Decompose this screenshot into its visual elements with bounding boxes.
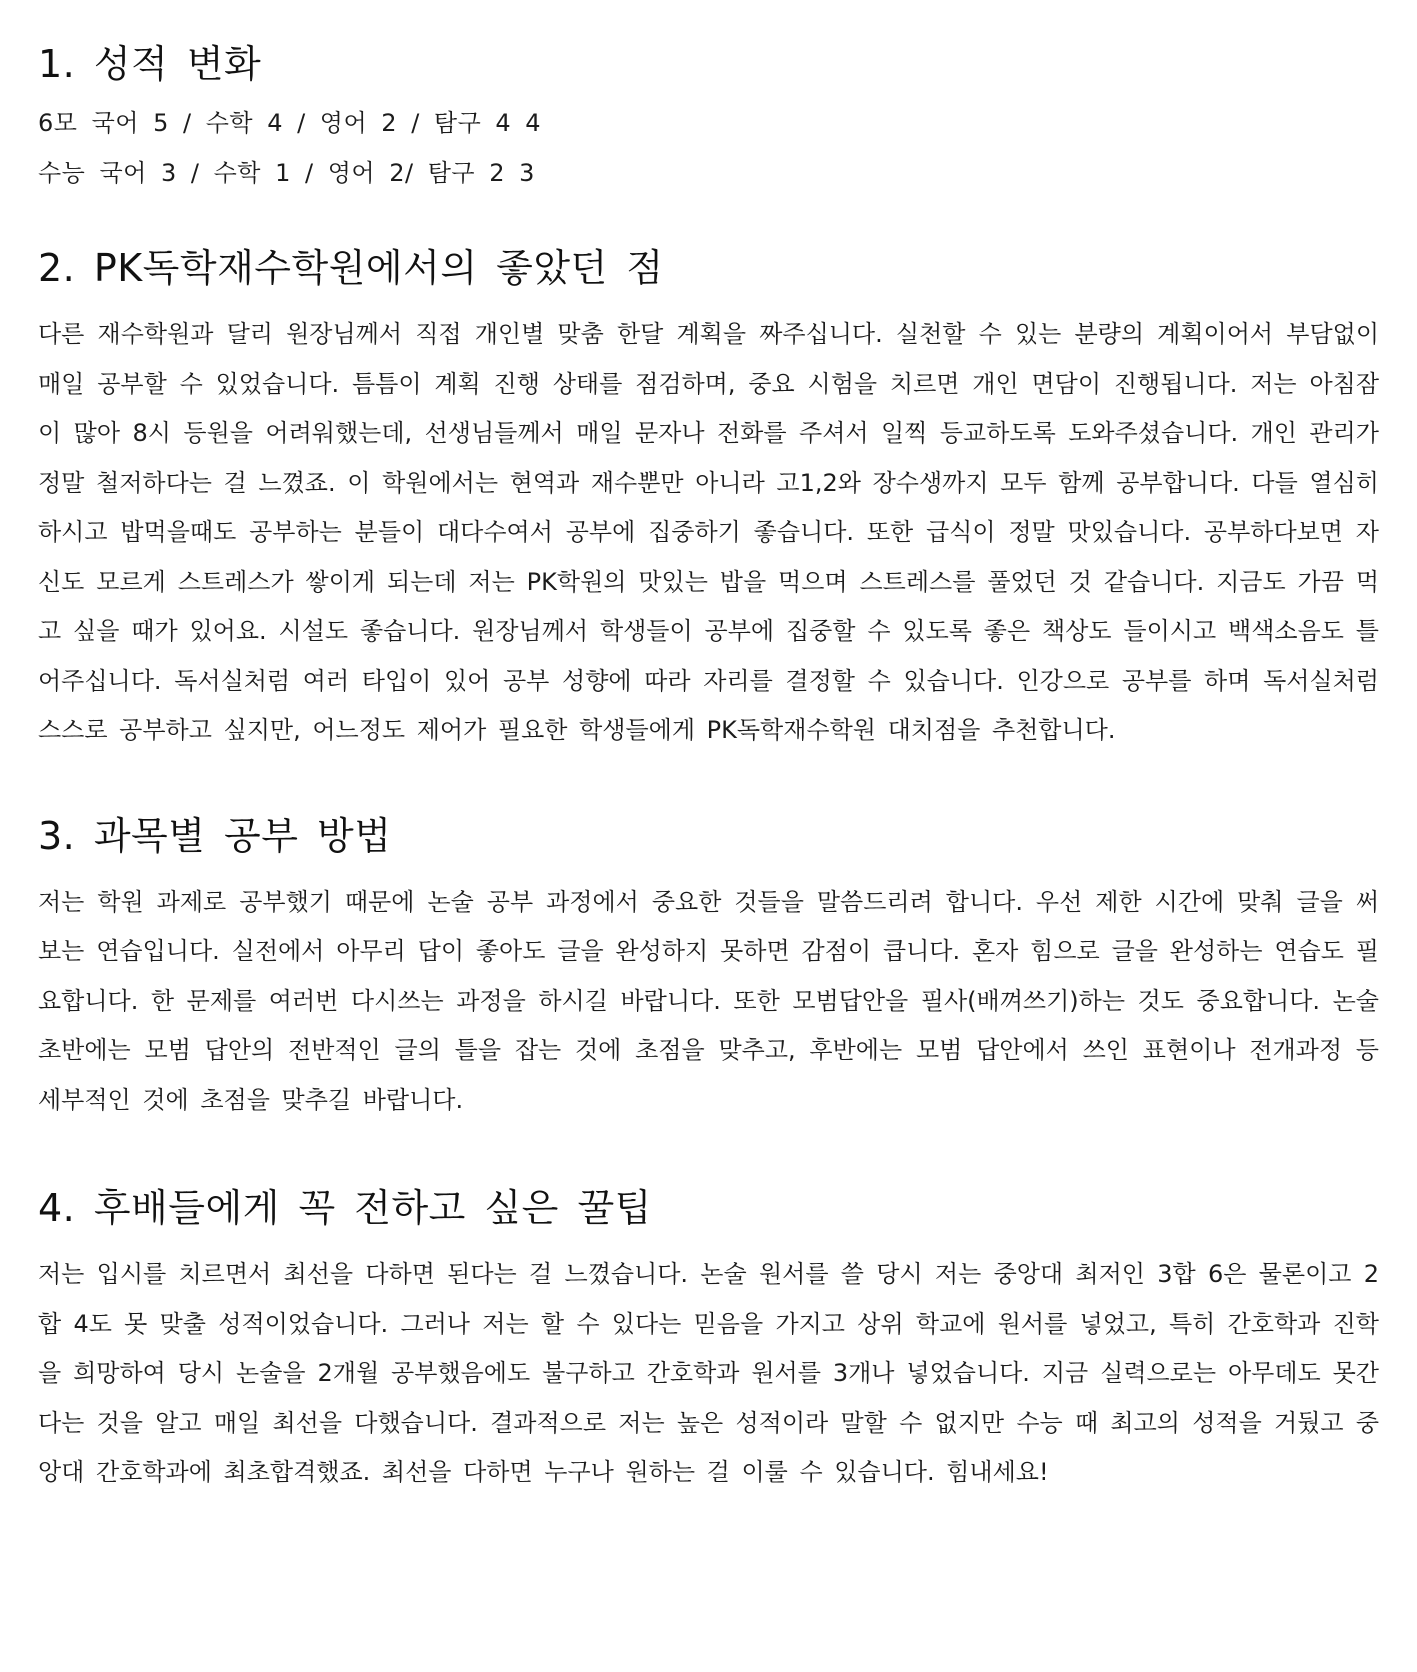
section-heading-academy-merits: 2. PK독학재수학원에서의 좋았던 점 [38,246,664,290]
score-line-csat: 수능 국어 3 / 수학 1 / 영어 2/ 탐구 2 3 [38,159,535,187]
section-study-method [38,808,1379,1126]
section-score-change [38,36,1379,198]
section-heading-study-method: 3. 과목별 공부 방법 [38,813,392,858]
section-heading-tips: 4. 후배들에게 꼭 전하고 싶은 꿀팁 [38,1186,652,1230]
section-body-tips: 저는 입시를 치르면서 최선을 다하면 된다는 걸 느꼈습니다. 논술 원서를 쓸 당시 저는 중앙대 최저인 3합 6은 물론이고 2합 4도 못 맞출 성적이었습니다. 그러나 저는 할 수 있다는 믿음을 가지고 상위 학교에 원서를 넣었고, 특히 간호학과 진학을 희망하여 당시 논술을 2개월 공부했음에도 불구하고 간호학과 원서를 3개나 넣었습니다. 지금 실력으로는 아무데도 못간다는 것을 알고 매일 최선을 다했습니다. 결과적으로 저는 높은 성적이라 말할 수 없지만 수능 때 최고의 성적을 거뒀고 중앙대 간호학과에 최초합격했죠. 최선을 다하면 누구나 원하는 걸 이룰 수 있습니다. 힘내세요! [38,1260,1379,1486]
section-heading-score-change: 1. 성적 변화 [38,42,262,86]
section-body-academy-merits: 다른 재수학원과 달리 원장님께서 직접 개인별 맞춤 한달 계획을 짜주십니다. 실천할 수 있는 분량의 계획이어서 부담없이 매일 공부할 수 있었습니다. 틈틈이 계획 진행 상태를 점검하며, 중요 시험을 치르면 개인 면담이 진행됩니다. 저는 아침잠이 많아 8시 등원을 어려워했는데, 선생님들께서 매일 문자나 전화를 주셔서 일찍 등교하도록 도와주셨습니다. 개인 관리가 정말 철저하다는 걸 느꼈죠. 이 학원에서는 현역과 재수뿐만 아니라 고1,2와 장수생까지 모두 함께 공부합니다. 다들 열심히 하시고 밥먹을때도 공부하는 분들이 대다수여서 공부에 집중하기 좋습니다. 또한 급식이 정말 맛있습니다. 공부하다보면 자신도 모르게 스트레스가 쌓이게 되는데 저는 PK학원의 맛있는 밥을 먹으며 스트레스를 풀었던 것 같습니다. 지금도 가끔 먹고 싶을 때가 있어요. 시설도 좋습니다. 원장님께서 학생들이 공부에 집중할 수 있도록 좋은 책상도 들이시고 백색소음도 틀어주십니다. 독서실처럼 여러 타입이 있어 공부 성향에 따라 자리를 결정할 수 있습니다. 인강으로 공부를 하며 독서실처럼 스스로 공부하고 싶지만, 어느정도 제어가 필요한 학생들에게 PK독학재수학원 대치점을 추천합니다. [38,320,1379,744]
section-body-study-method: 저는 학원 과제로 공부했기 때문에 논술 공부 과정에서 중요한 것들을 말씀드리려 합니다. 우선 제한 시간에 맞춰 글을 써보는 연습입니다. 실전에서 아무리 답이 좋아도 글을 완성하지 못하면 감점이 큽니다. 혼자 힘으로 글을 완성하는 연습도 필요합니다. 한 문제를 여러번 다시쓰는 과정을 하시길 바랍니다. 또한 모범답안을 필사(배껴쓰기)하는 것도 중요합니다. 논술 초반에는 모범 답안의 전반적인 글의 틀을 잡는 것에 초점을 맞추고, 후반에는 모범 답안에서 쓰인 표현이나 전개과정 등 세부적인 것에 초점을 맞추길 바랍니다. [38,887,1379,1114]
section-academy-merits [38,240,1379,756]
score-lines [38,98,1379,198]
section-tips [38,1180,1379,1498]
score-line-june-mock: 6모 국어 5 / 수학 4 / 영어 2 / 탐구 4 4 [38,109,542,137]
